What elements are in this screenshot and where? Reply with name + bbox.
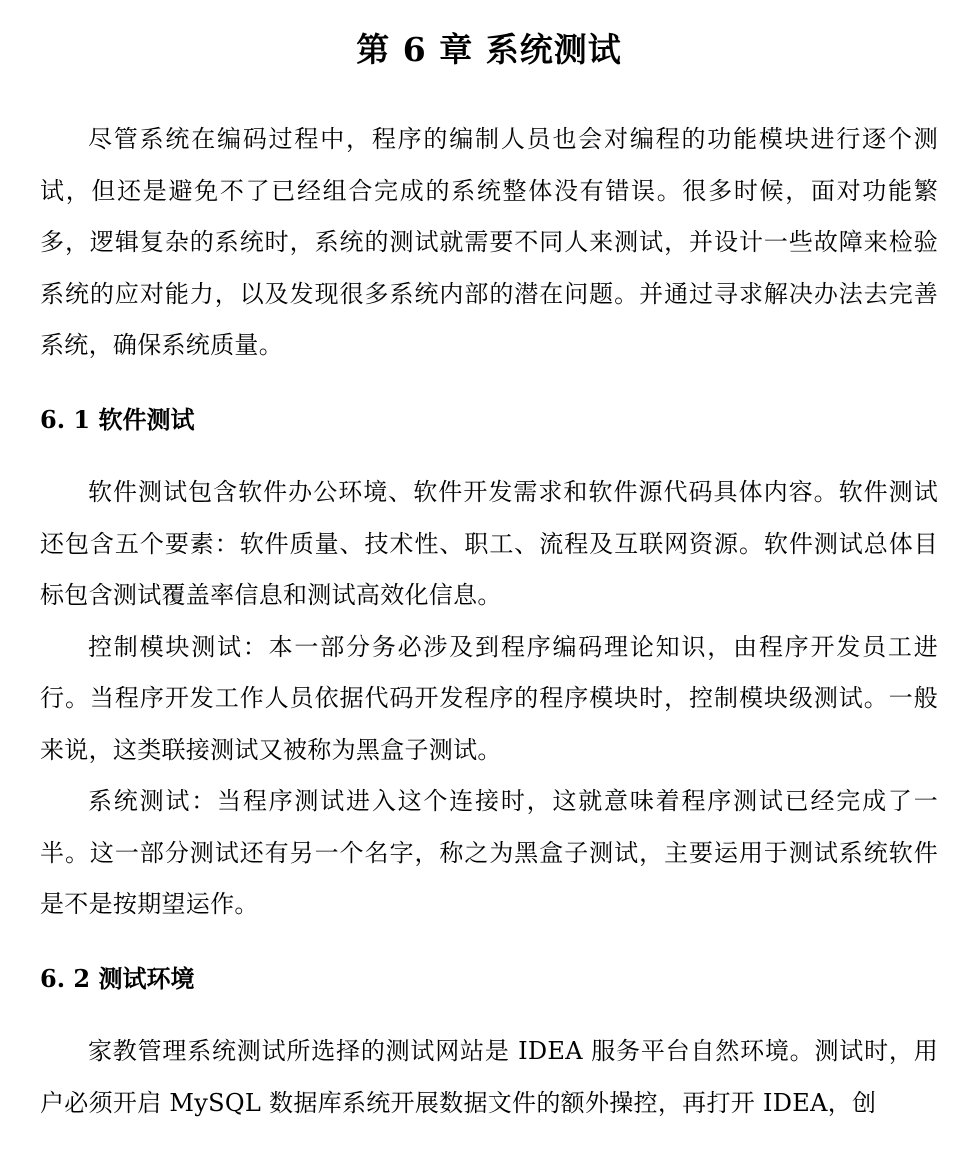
chapter-title: 第 6 章 系统测试	[356, 30, 622, 69]
document-page	[40, 0, 938, 1129]
spacer	[40, 931, 938, 953]
spacer	[40, 372, 938, 394]
paragraph: 软件测试包含软件办公环境、软件开发需求和软件源代码具体内容。软件测试还包含五个要素：软件质量、技术性、职工、流程及互联网资源。软件测试总体目标包含测试覆盖率信息和测试高效化信息。	[40, 478, 938, 609]
spacer	[40, 1004, 938, 1026]
section-heading-software-testing: 6. 1 软件测试	[40, 404, 195, 434]
paragraph: 系统测试：当程序测试进入这个连接时，这就意味着程序测试已经完成了一半。这一部分测试还有另一个名字，称之为黑盒子测试，主要运用于测试系统软件是不是按期望运作。	[40, 787, 938, 918]
section-heading-test-environment: 6. 2 测试环境	[40, 963, 195, 993]
chapter-intro-paragraph: 尽管系统在编码过程中，程序的编制人员也会对编程的功能模块进行逐个测试，但还是避免不了已经组合完成的系统整体没有错误。很多时候，面对功能繁多，逻辑复杂的系统时，系统的测试就需要不同人来测试，并设计一些故障来检验系统的应对能力，以及发现很多系统内部的潜在问题。并通过寻求解决办法去完善系统，确保系统质量。	[40, 125, 938, 359]
spacer	[40, 445, 938, 467]
spacer	[40, 80, 938, 114]
paragraph: 家教管理系统测试所选择的测试网站是 IDEA 服务平台自然环境。测试时，用户必须开启 MySQL 数据库系统开展数据文件的额外操控，再打开 IDEA，创	[40, 1037, 938, 1117]
paragraph: 控制模块测试：本一部分务必涉及到程序编码理论知识，由程序开发员工进行。当程序开发工作人员依据代码开发程序的程序模块时，控制模块级测试。一般来说，这类联接测试又被称为黑盒子测试。	[40, 632, 938, 764]
